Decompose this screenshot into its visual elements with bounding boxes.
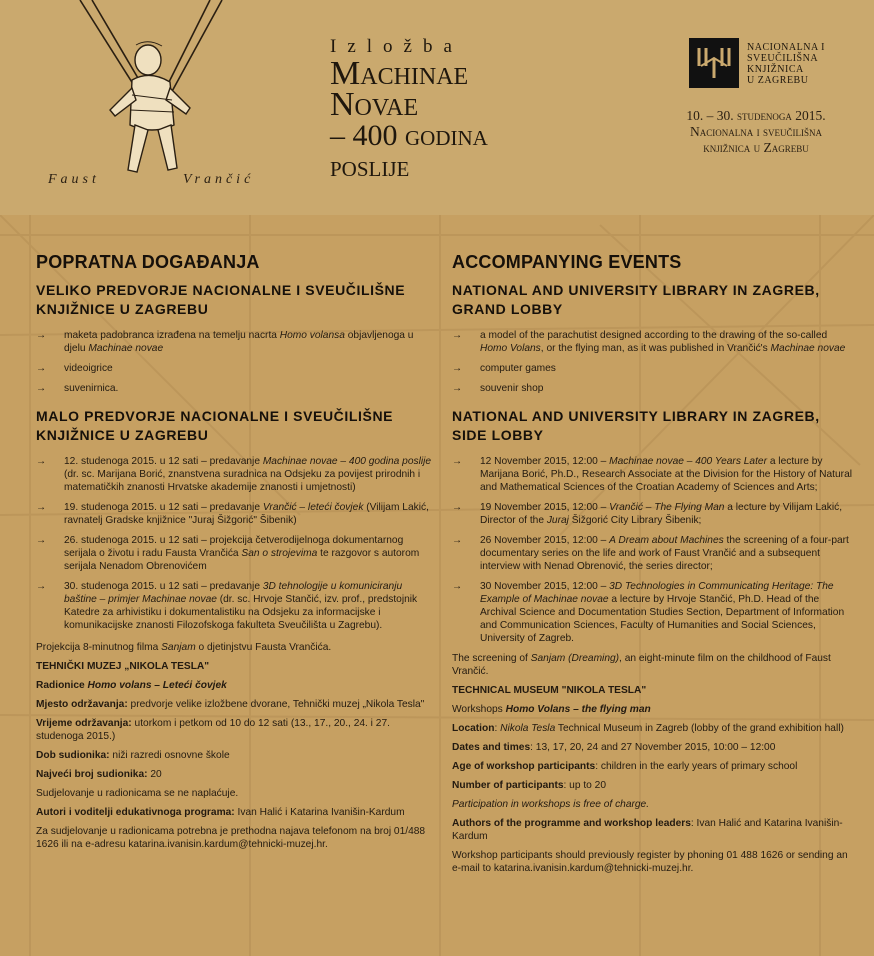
croatian-column	[36, 252, 436, 857]
section-heading: POPRATNA DOGAĐANJA	[36, 252, 260, 272]
english-column	[452, 252, 852, 881]
age-line: Age of workshop participants: children in the early years of primary school	[452, 761, 798, 772]
title-line-4: poslije	[330, 150, 410, 183]
logo-line: SVEUČILIŠNA	[747, 53, 819, 64]
title-line-3: – 400 godina	[330, 119, 488, 152]
side-lobby-title: NATIONAL AND UNIVERSITY LIBRARY IN ZAGREB, SIDE LOBBY	[452, 408, 820, 443]
max-line: Number of participants: up to 20	[452, 780, 606, 791]
place-line: Location: Nikola Tesla Technical Museum in Zagreb (lobby of the grand exhibition hall)	[452, 723, 844, 734]
dates-line: Nacionalna i sveučilišna	[690, 124, 822, 139]
list-item: → 30 November 2015, 12:00 – 3D Technologies in Communicating Heritage: The Example of Machinae novae a lecture by Hrvoje Stančić, Ph.D. Head of the Archival Science and Documentation Studies Section, Department of Information and Communication Sciences, Faculty of Humanities and Social Sciences, University of Zagreb.	[452, 581, 845, 644]
age-line: Dob sudionika: niži razredi osnovne škole	[36, 750, 230, 761]
arrow-icon: →	[452, 581, 463, 592]
grand-lobby-list	[452, 329, 852, 395]
workshops-title: Workshops Homo Volans – the flying man	[452, 704, 651, 715]
exhibition-label: Izložba	[330, 36, 463, 57]
authors-line: Autori i voditelji edukativnoga programa: Ivan Halić i Katarina Ivanišin-Kardum	[36, 807, 405, 818]
arrow-icon: →	[452, 456, 463, 467]
grand-lobby-list	[36, 329, 436, 395]
arrow-icon: →	[36, 363, 47, 374]
list-item: → 19 November 2015, 12:00 – Vrančić – The Flying Man a lecture by Vilijam Lakić, Director of the Juraj Šižgorić City Library Šibenik;	[452, 502, 843, 526]
place-line: Mjesto održavanja: predvorje velike izložbene dvorane, Tehnički muzej „Nikola Tesla"	[36, 699, 425, 710]
museum-title: TECHNICAL MUSEUM "NIKOLA TESLA"	[452, 685, 647, 696]
fee-line: Sudjelovanje u radionicama se ne naplaćuje.	[36, 788, 239, 799]
exhibition-title	[330, 55, 488, 183]
museum-title: TEHNIČKI MUZEJ „NIKOLA TESLA"	[36, 661, 210, 672]
arrow-icon: →	[452, 502, 463, 513]
grand-lobby-title: VELIKO PREDVORJE NACIONALNE I SVEUČILIŠNE KNJIŽNICE U ZAGREBU	[36, 282, 406, 317]
arrow-icon: →	[36, 330, 47, 341]
list-item: → videoigrice	[36, 363, 113, 374]
list-item: → 19. studenoga 2015. u 12 sati – predavanje Vrančić – leteći čovjek (Vilijam Lakić, ravnatelj Gradske knjižnice "Juraj Šižgorić" Šibenik)	[36, 502, 429, 526]
list-item: → 12 November 2015, 12:00 – Machinae novae – 400 Years Later a lecture by Marijana Borić, Ph.D., Research Associate at the Division for the History of Natural and Mathematical Sciences of the Croatian Academy of Sciences and Arts;	[452, 456, 852, 493]
list-item: → a model of the parachutist designed according to the drawing of the so-called Homo Volans, or the flying man, as it was published in Vrančić's Machinae novae	[452, 330, 846, 354]
list-item: → souvenir shop	[452, 383, 544, 394]
arrow-icon: →	[36, 581, 47, 592]
flying-man-illustration	[40, 0, 260, 200]
vrancic-label: Vrančić	[183, 172, 255, 187]
film-note: Projekcija 8-minutnog filma Sanjam o djetinjstvu Fausta Vrančića.	[36, 642, 332, 653]
register-line: Za sudjelovanje u radionicama potrebna je prethodna najava telefonom na broj 01/488 1626 ili na e-adresu katarina.ivanisin.kardum@tehnicki-muzej.hr.	[36, 826, 426, 850]
list-item: → 26 November 2015, 12:00 – A Dream about Machines the screening of a four-part documentary series on the life and work of Faust Vrančić and a subsequent interview with Nenad Obrenović, the series director;	[452, 535, 849, 572]
arrow-icon: →	[36, 502, 47, 513]
list-item: → suvenirnica.	[36, 383, 119, 394]
header	[0, 0, 874, 215]
library-logo-text	[747, 42, 825, 86]
section-heading: ACCOMPANYING EVENTS	[452, 252, 682, 272]
title-line-1: Machinae	[330, 55, 469, 92]
faust-label: Faust	[48, 172, 100, 187]
logo-line: KNJIŽNICA	[747, 64, 804, 75]
workshops-title: Radionice Homo volans – Leteći čovjek	[36, 680, 227, 691]
exhibition-dates	[640, 108, 872, 156]
arrow-icon: →	[452, 363, 463, 374]
list-item: → 30. studenoga 2015. u 12 sati – predavanje 3D tehnologije u komuniciranju baštine – primjer Machinae novae (dr. sc. Hrvoje Stančić, izv. prof., predstojnik Katedre za arhivistiku i dokumentalistiku na Odsjeku za informacijske i komunikacijske znanosti Filozofskoga fakulteta Sveučilišta u Zagrebu).	[36, 581, 418, 631]
authors-line: Authors of the programme and workshop leaders: Ivan Halić and Katarina Ivanišin-Kardum	[452, 818, 843, 842]
time-line: Vrijeme održavanja: utorkom i petkom od 10 do 12 sati (13., 17., 20., 24. i 27. studenoga 2015.)	[36, 718, 390, 742]
grand-lobby-title: NATIONAL AND UNIVERSITY LIBRARY IN ZAGREB, GRAND LOBBY	[452, 282, 820, 317]
arrow-icon: →	[452, 330, 463, 341]
dates-line: knjižnica u Zagrebu	[703, 140, 809, 155]
arrow-icon: →	[36, 535, 47, 546]
film-note: The screening of Sanjam (Dreaming), an eight-minute film on the childhood of Faust Vrančić.	[452, 653, 831, 677]
side-lobby-title: MALO PREDVORJE NACIONALNE I SVEUČILIŠNE KNJIŽNICE U ZAGREBU	[36, 408, 394, 443]
dates-line: 10. – 30. studenoga 2015.	[686, 108, 826, 123]
arrow-icon: →	[36, 383, 47, 394]
fee-line: Participation in workshops is free of charge.	[452, 799, 650, 810]
logo-line: U ZAGREBU	[747, 75, 809, 86]
arrow-icon: →	[36, 456, 47, 467]
arrow-icon: →	[452, 383, 463, 394]
list-item: → maketa padobranca izrađena na temelju nacrta Homo volansa objavljenoga u djelu Machinae novae	[36, 330, 414, 354]
title-line-2: Novae	[330, 86, 419, 123]
arrow-icon: →	[452, 535, 463, 546]
library-logo-icon	[689, 38, 739, 88]
register-line: Workshop participants should previously register by phoning 01 488 1626 or sending an e-mail to katarina.ivanisin.kardum@tehnicki-muzej.hr.	[452, 850, 848, 874]
list-item: → computer games	[452, 363, 556, 374]
list-item: → 26. studenoga 2015. u 12 sati – projekcija četverodijelnoga dokumentarnog serijala o životu i radu Fausta Vrančića San o strojevima te razgovor s autorom serijala Nenadom Obrenovićem	[36, 535, 420, 572]
max-line: Najveći broj sudionika: 20	[36, 769, 162, 780]
side-lobby-list	[452, 455, 852, 645]
time-line: Dates and times: 13, 17, 20, 24 and 27 November 2015, 10:00 – 12:00	[452, 742, 776, 753]
logo-line: NACIONALNA I	[747, 42, 825, 53]
list-item: → 12. studenoga 2015. u 12 sati – predavanje Machinae novae – 400 godina poslije (dr. sc. Marijana Borić, znanstvena suradnica na Odsjeku za povijest prirodnih i matematičkih znanosti Hrvatske akademije znanosti i umjetnosti)	[36, 456, 432, 493]
side-lobby-list	[36, 455, 436, 632]
